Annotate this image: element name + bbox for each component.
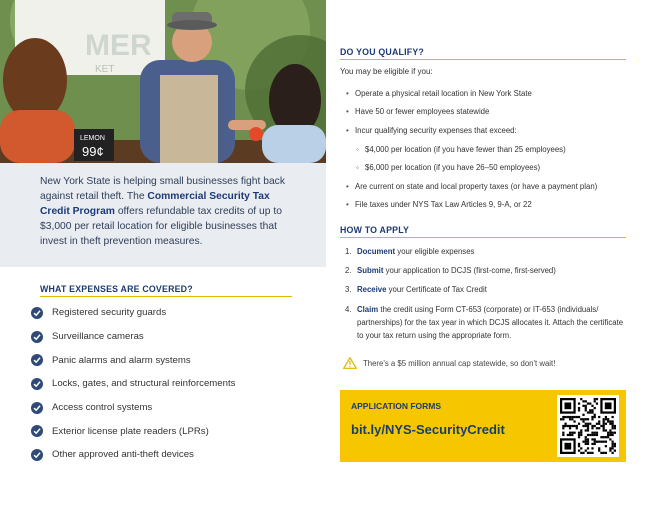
expenses-list	[31, 301, 235, 467]
forms-title: APPLICATION FORMS	[351, 401, 442, 411]
list-item: Locks, gates, and structural reinforcements	[31, 372, 235, 396]
expenses-heading: WHAT EXPENSES ARE COVERED?	[40, 284, 292, 297]
qualify-heading: DO YOU QUALIFY?	[340, 47, 626, 60]
qualify-list	[346, 84, 626, 214]
check-circle-icon	[31, 354, 43, 366]
list-item: Surveillance cameras	[31, 325, 235, 349]
list-item: • Are current on state and local property taxes (or have a payment plan)	[346, 181, 598, 191]
apply-step: 2. Submit your application to DCJS (first-come, first-served)	[345, 266, 556, 276]
list-item: Exterior license plate readers (LPRs)	[31, 419, 235, 443]
sign-sub: KET	[95, 64, 115, 75]
list-item: Access control systems	[31, 396, 235, 420]
qualify-intro: You may be eligible if you:	[340, 67, 433, 76]
intro-panel	[0, 163, 326, 267]
check-circle-icon	[31, 378, 43, 390]
qr-code-icon[interactable]	[557, 395, 619, 457]
cap-warning	[343, 357, 555, 369]
apply-steps	[345, 245, 625, 348]
intro-text: New York State is helping small businesses fight back against retail theft. The Commercial Security Tax Credit Program offers refundable tax credits of up to $3,000 per retail location for eligible businesses that invest in theft prevention measures.	[40, 176, 285, 247]
market-photo	[0, 0, 326, 163]
sign-letters: MER	[85, 29, 152, 62]
list-item: • Operate a physical retail location in New York State	[346, 88, 532, 98]
application-forms-box	[340, 390, 626, 462]
apply-heading: HOW TO APPLY	[340, 225, 626, 238]
forms-link[interactable]: bit.ly/NYS-SecurityCredit	[351, 422, 505, 437]
apply-step: 4. Claim the credit using Form CT-653 (corporate) or IT-653 (individuals/ partnerships) for the tax year in which DCJS allocates it. Attach the certificate to your tax return using the appropriate form.	[345, 304, 624, 340]
apply-step: 1. Document your eligible expenses	[345, 247, 475, 256]
price-tag-price: 99¢	[82, 144, 104, 159]
warning-text: There's a $5 million annual cap statewide, so don't wait!	[363, 358, 556, 368]
list-item: Panic alarms and alarm systems	[31, 348, 235, 372]
price-tag-name: LEMON	[80, 135, 105, 142]
market-vendor-illustration	[0, 0, 326, 163]
list-item: ◦ $4,000 per location (if you have fewer than 25 employees)	[356, 144, 566, 154]
check-circle-icon	[31, 331, 43, 343]
list-item: Other approved anti-theft devices	[31, 443, 235, 467]
list-item: • Have 50 or fewer employees statewide	[346, 107, 490, 117]
list-item: • Incur qualifying security expenses that exceed:	[346, 125, 517, 135]
check-circle-icon	[31, 449, 43, 461]
warning-icon	[343, 357, 357, 369]
list-item: ◦ $6,000 per location (if you have 26–50 employees)	[356, 163, 541, 173]
program-name: Commercial Security Tax Credit Program	[40, 191, 270, 217]
list-item: Registered security guards	[31, 301, 235, 325]
check-circle-icon	[31, 402, 43, 414]
list-item: • File taxes under NYS Tax Law Articles 9, 9-A, or 22	[346, 200, 532, 210]
check-circle-icon	[31, 307, 43, 319]
apply-step: 3. Receive your Certificate of Tax Credit	[345, 285, 487, 295]
check-circle-icon	[31, 425, 43, 437]
